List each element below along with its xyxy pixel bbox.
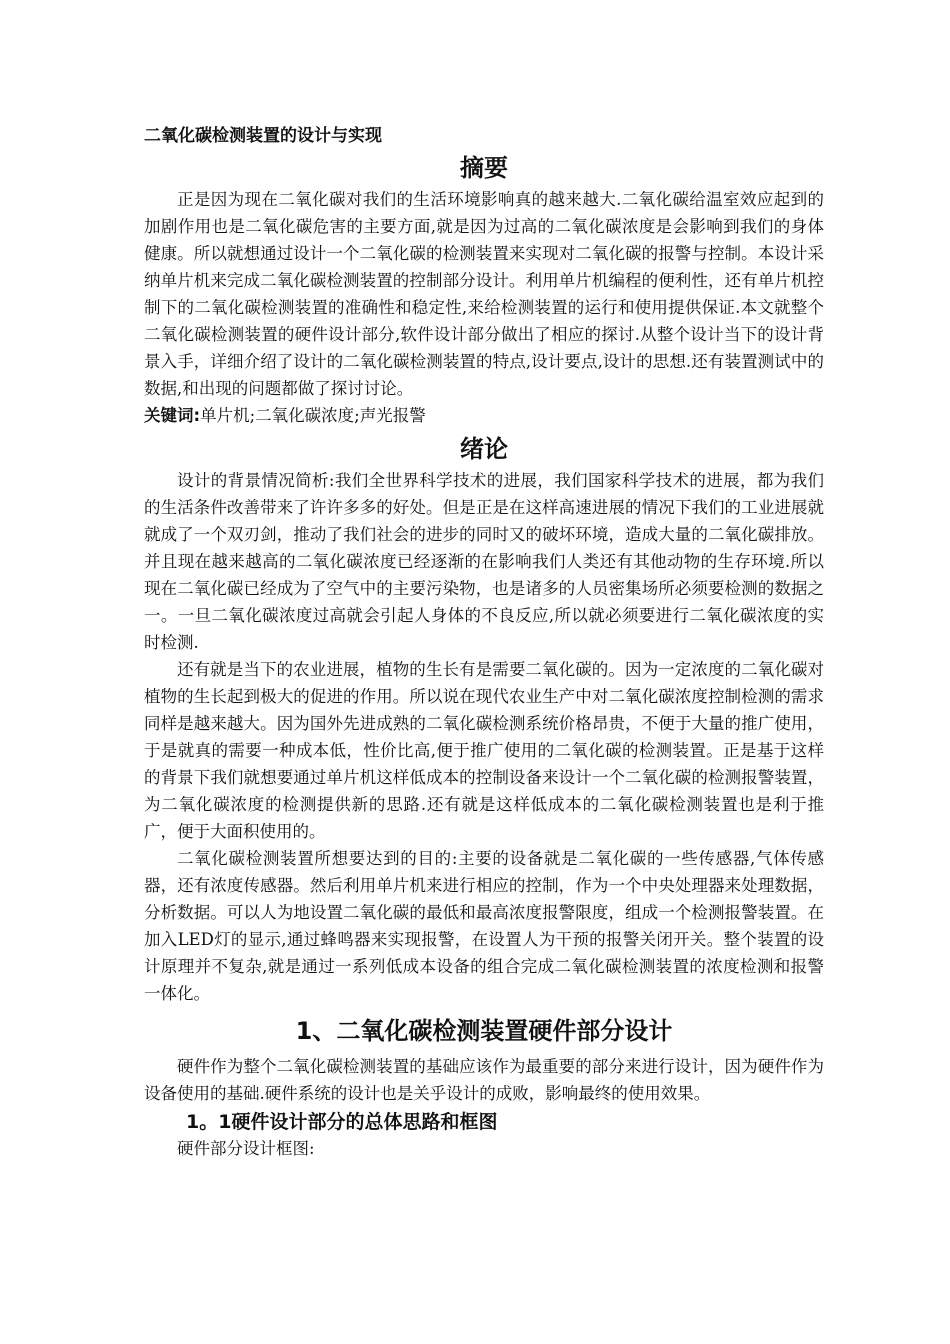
- abstract-heading: 摘要: [460, 154, 508, 182]
- subsection-1-1-paragraph: 硬件部分设计框图:: [177, 1139, 315, 1158]
- keywords-line: [144, 402, 824, 429]
- subsection-1-1-heading: 1。1硬件设计部分的总体思路和框图: [186, 1111, 498, 1133]
- keywords-label: 关键词:: [144, 406, 201, 425]
- document-page: [144, 124, 824, 1162]
- abstract-paragraph: 正是因为现在二氧化碳对我们的生活环境影响真的越来越大.二氧化碳给温室效应起到的加剧作用也是二氧化碳危害的主要方面,就是因为过高的二氧化碳浓度是会影响到我们的身体健康。所以就想通过设计一个二氧化碳的检测装置来实现对二氧化碳的报警与控制。本设计采纳单片机来完成二氧化碳检测装置的控制部分设计。利用单片机编程的便利性，还有单片机控制下的二氧化碳检测装置的准确性和稳定性,来给检测装置的运行和使用提供保证.本文就整个二氧化碳检测装置的硬件设计部分,软件设计部分做出了相应的探讨.从整个设计当下的设计背景入手，详细介绍了设计的二氧化碳检测装置的特点,设计要点,设计的思想.还有装置测试中的数据,和出现的问题都做了探讨讨论。: [144, 190, 824, 398]
- intro-paragraph-1: 设计的背景情况简析:我们全世界科学技术的进展，我们国家科学技术的进展，都为我们的生活条件改善带来了许许多多的好处。但是正是在这样高速进展的情况下我们的工业进展就就成了一个双刃剑，推动了我们社会的进步的同时又的破坏环境，造成大量的二氧化碳排放。并且现在越来越高的二氧化碳浓度已经逐渐的在影响我们人类还有其他动物的生存环境.所以现在二氧化碳已经成为了空气中的主要污染物，也是诸多的人员密集场所必须要检测的数据之一。一旦二氧化碳浓度过高就会引起人身体的不良反应,所以就必须要进行二氧化碳浓度的实时检测.: [144, 471, 824, 652]
- keywords-text: 单片机;二氧化碳浓度;声光报警: [200, 406, 426, 425]
- intro-paragraph-2: 还有就是当下的农业进展，植物的生长有是需要二氧化碳的。因为一定浓度的二氧化碳对植物的生长起到极大的促进的作用。所以说在现代农业生产中对二氧化碳浓度控制检测的需求同样是越来越大。因为国外先进成熟的二氧化碳检测系统价格昂贵，不便于大量的推广使用，于是就真的需要一种成本低，性价比高,便于推广使用的二氧化碳的检测装置。正是基于这样的背景下我们就想要通过单片机这样低成本的控制设备来设计一个二氧化碳的检测报警装置，为二氧化碳浓度的检测提供新的思路.还有就是这样低成本的二氧化碳检测装置也是利于推广，便于大面积使用的。: [144, 660, 824, 841]
- document-title: 二氧化碳检测装置的设计与实现: [144, 126, 382, 146]
- intro-heading: 绪论: [460, 435, 508, 463]
- intro-paragraph-3: 二氧化碳检测装置所想要达到的目的:主要的设备就是二氧化碳的一些传感器,气体传感器，还有浓度传感器。然后利用单片机来进行相应的控制，作为一个中央处理器来处理数据，分析数据。可以人为地设置二氧化碳的最低和最高浓度报警限度，组成一个检测报警装置。在加入LED灯的显示,通过蜂鸣器来实现报警，在设置人为干预的报警关闭开关。整个装置的设计原理并不复杂,就是通过一系列低成本设备的组合完成二氧化碳检测装置的浓度检测和报警一体化。: [144, 849, 824, 1003]
- section-1-paragraph: 硬件作为整个二氧化碳检测装置的基础应该作为最重要的部分来进行设计，因为硬件作为设备使用的基础.硬件系统的设计也是关乎设计的成败，影响最终的使用效果。: [144, 1057, 824, 1103]
- section-1-heading: 1、二氧化碳检测装置硬件部分设计: [295, 1017, 673, 1045]
